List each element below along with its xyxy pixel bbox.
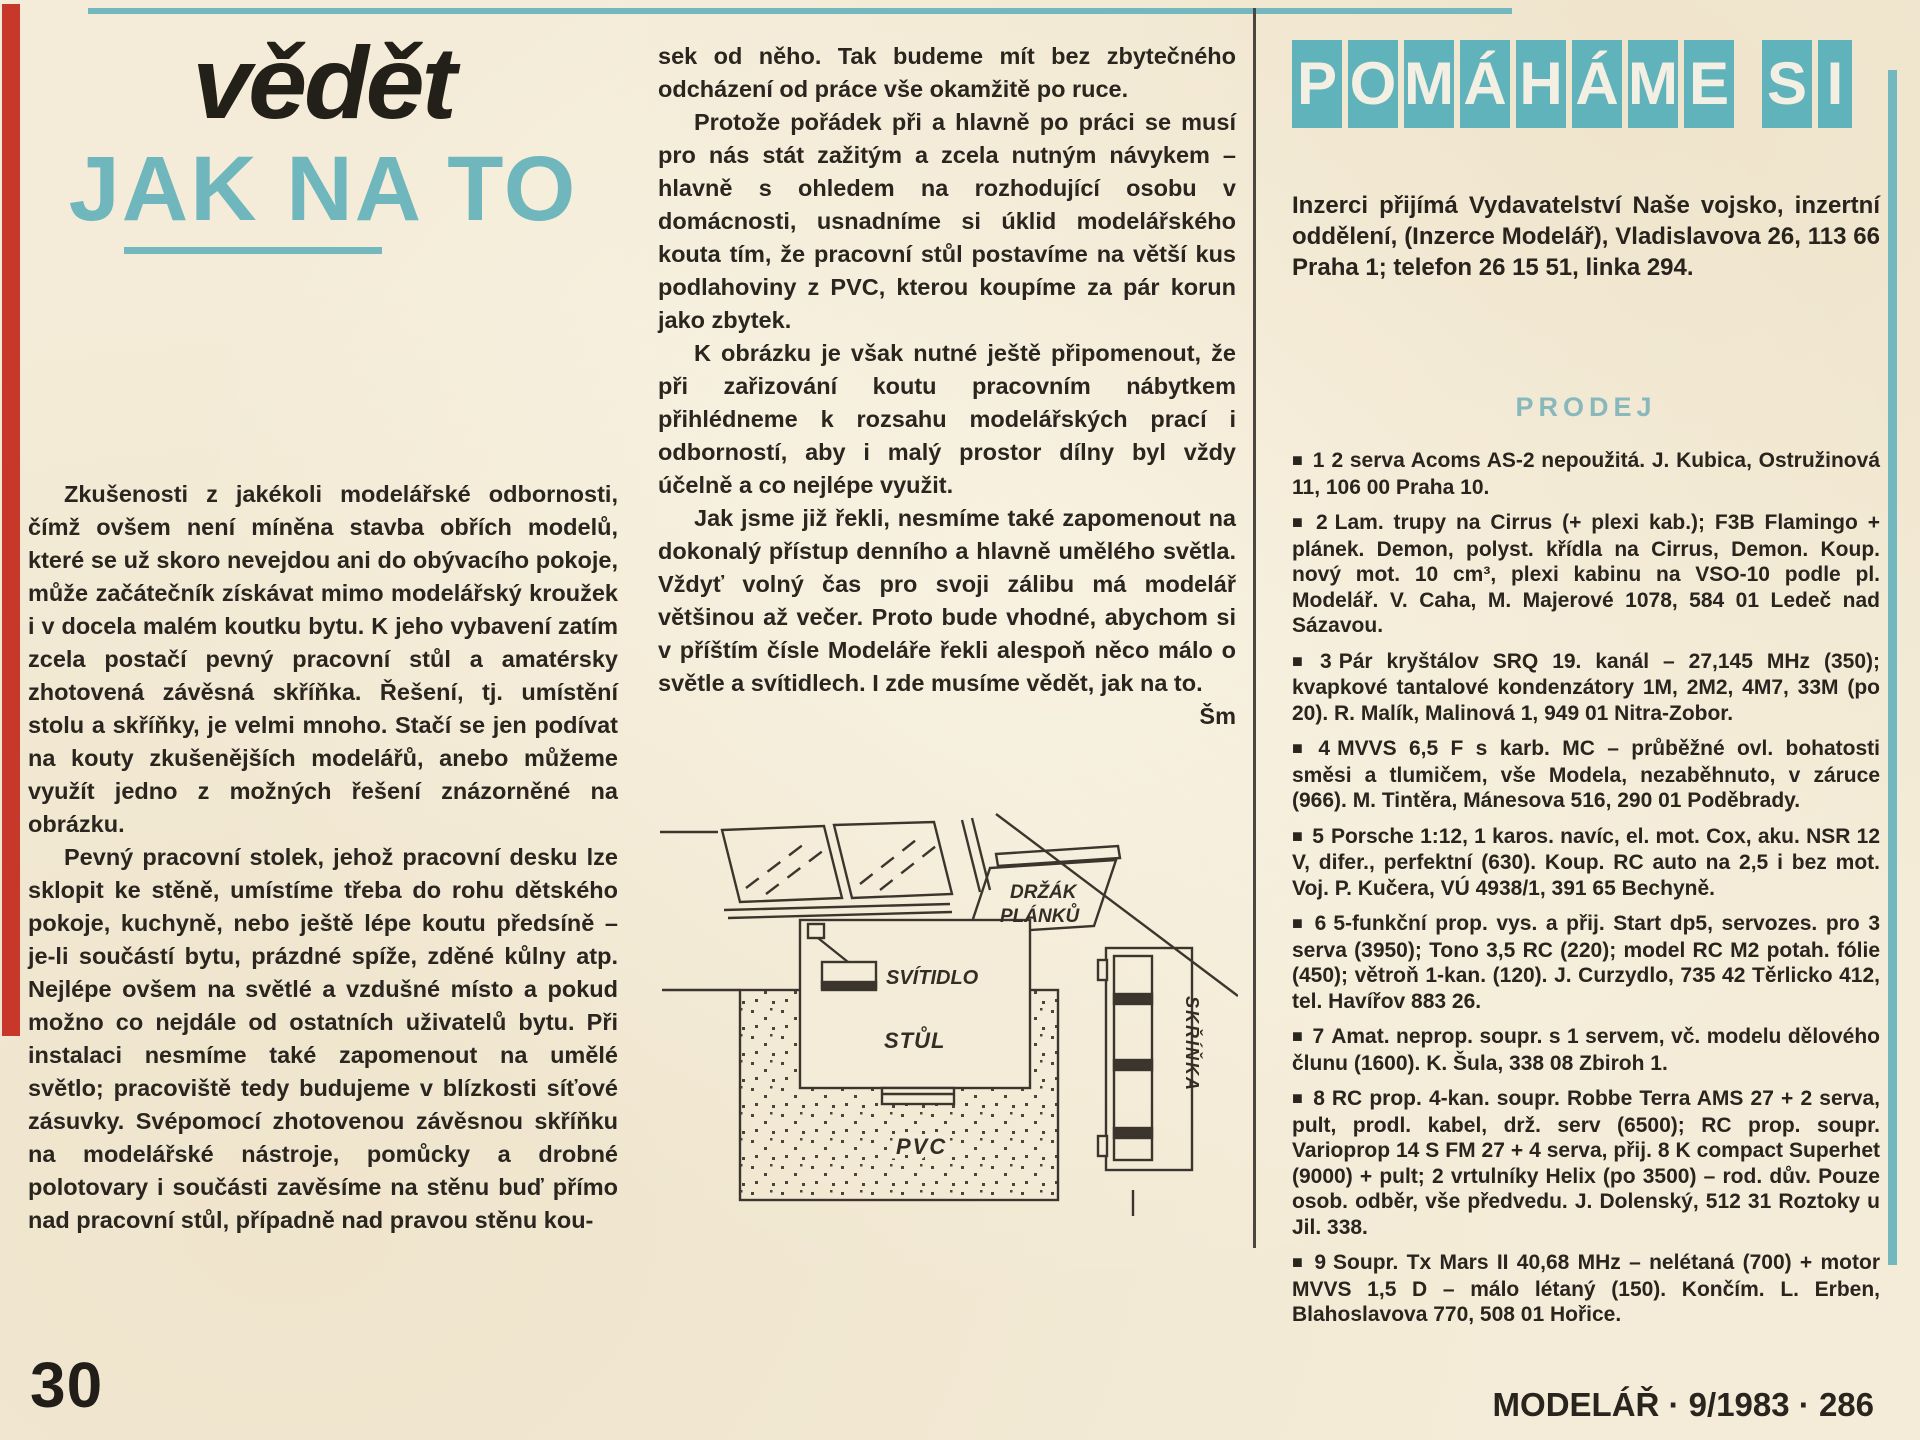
ad-number: 8 (1313, 1087, 1325, 1110)
title-underline (124, 247, 382, 254)
ad-number: 6 (1314, 912, 1327, 935)
classified-ad: ■ 4 MVVS 6,5 F s karb. MC – průběžné ovl. bohatosti směsi a tlumičem, vše Modela, nezaběhnuto, v záruce (966). M. Tintěra, Mánesova 516, 290 01 Poděbrady. (1292, 737, 1880, 812)
wall-cabinet (1098, 948, 1192, 1170)
ad-bullet-icon: ■ (1292, 1026, 1304, 1046)
classified-ad: ■ 7 Amat. neprop. soupr. s 1 servem, vč. modelu dělového člunu (1600). K. Šula, 338 08 Zbiroh 1. (1292, 1025, 1880, 1075)
masthead-letter-tile: Á (1572, 40, 1622, 128)
article-middle-paragraph: Jak jsme již řekli, nesmíme také zapomenout na dokonalý přístup denního a hlavně umělého světla. Vždyť volný čas pro svoji zálibu má modelář většinou až večer. Proto bude vhodné, abychom si v příštím čísle Modeláře řekli alespoň něco málo o světle a svítidlech. I zde musíme vědět, jak na to. Šm (658, 502, 1236, 700)
ad-number: 4 (1318, 737, 1331, 760)
ad-number: 9 (1314, 1251, 1327, 1274)
masthead-letter-tile: S (1762, 40, 1812, 128)
masthead-letter-tile: I (1818, 40, 1852, 128)
diagram-drawing (658, 798, 1238, 1218)
window (722, 822, 952, 918)
article-middle-paragraph: sek od něho. Tak budeme mít bez zbytečného odcházení od práce vše okamžitě po ruce. (658, 43, 1236, 102)
left-margin-red-bar (2, 4, 20, 1036)
masthead-letter-tile: P (1292, 40, 1342, 128)
article-middle-paragraph: Protože pořádek při a hlavně po práci se musí pro nás stát zažitým a zcela nutným návykem – hlavně s ohledem na rozhodující osobu v domácnosti, usnadníme si úklid modelářského kouta tím, že pracovní stůl postavíme na větší kus podlahoviny z PVC, kterou koupíme za pár korun jako zbytek. (658, 109, 1236, 333)
right-rule (1888, 70, 1897, 1265)
work-table (800, 920, 1030, 1088)
masthead-letter-tile: Á (1460, 40, 1510, 128)
ad-number: 3 (1320, 649, 1332, 673)
ad-bullet-icon: ■ (1292, 1252, 1306, 1272)
column-divider (1253, 8, 1256, 1248)
wall-line (962, 820, 980, 892)
page-number: 30 (30, 1349, 104, 1421)
classified-ad: ■ 9 Soupr. Tx Mars II 40,68 MHz – nelétaná (700) + motor MVVS 1,5 D – málo létaný (150). Končím. L. Erben, Blahoslavova 770, 508 01 Hořice. (1292, 1251, 1880, 1326)
classified-ad: ■ 5 Porsche 1:12, 1 karos. navíc, el. mot. Cox, aku. NSR 12 V, difer., perfektní (630). Koup. RC auto na 2,5 i bez mot. Voj. P. Kučera, VÚ 4938/1, 391 65 Bechyně. (1292, 824, 1880, 900)
classifieds-masthead (1292, 40, 1880, 128)
table-drawer (882, 1088, 954, 1104)
masthead-letter-tile: H (1516, 40, 1566, 128)
ad-bullet-icon: ■ (1292, 650, 1312, 671)
label-drzak-line1: DRŽÁK (1010, 882, 1077, 903)
ad-bullet-icon: ■ (1292, 450, 1304, 470)
label-drzak-line2: PLÁNKŮ (1000, 906, 1080, 927)
label-skrinka: SKŘÍŇKA (1182, 996, 1202, 1093)
author-signature: Šm (1199, 703, 1236, 729)
section-label-prodej: PRODEJ (1515, 392, 1657, 422)
ad-bullet-icon: ■ (1292, 825, 1304, 846)
masthead-letter-tile: M (1628, 40, 1678, 128)
article-title-line2: JAK NA TO (68, 138, 578, 241)
classified-ads-list (1292, 448, 1880, 1338)
label-stul: STŮL (884, 1028, 946, 1053)
ad-bullet-icon: ■ (1292, 512, 1307, 532)
label-svitidlo: SVÍTIDLO (886, 967, 979, 989)
article-left-paragraph: Pevný pracovní stolek, jehož pracovní desku lze sklopit ke stěně, umístíme třeba do rohu dětského pokoje, kuchyně, nebo ještě lépe koutu předsíně – je-li součástí bytu, prázdné spíže, zděné kůlny atp. Nejlépe ovšem na světlé a vzdušné místo a pokud možno co nejdále od ostatních uživatelů bytu. Při instalaci nesmíme také zapomenout na umělé světlo; pracoviště tedy budujeme v blízkosti síťové zásuvky. Svépomocí zhotovenou závěsnou skříňku na modelářské nástroje, pomůcky a drobné polotovary i součásti zavěsíme na stěnu buď přímo nad pracovní stůl, případně nad pravou stěnu kou- (28, 844, 618, 1233)
masthead-letter-tile: M (1404, 40, 1454, 128)
classified-ad: ■ 6 5-funkční prop. vys. a přij. Start dp5, servozes. pro 3 serva (3950); Tono 3,5 RC (220); model RC M2 potah. fólie (450); větroň 1-kan. (120). J. Curzydlo, 735 42 Těrlicko 412, tel. Havířov 883 26. (1292, 912, 1880, 1013)
ad-number: 7 (1312, 1025, 1325, 1048)
article-left-paragraph: Zkušenosti z jakékoli modelářské odbornosti, čímž ovšem není míněna stavba obřích modelů, které se už skoro nevejdou ani do obývacího pokoje, může začátečník získávat mimo modelářský kroužek i v docela malém koutku bytu. K jeho vybavení zatím zcela postačí pevný pracovní stůl a amatérsky zhotovená závěsná skříňka. Řešení, tj. umístění stolu a skříňky, je velmi mnoho. Stačí se jen podívat na kouty zkušenějších modelářů, anebo můžeme využít jedno z možných řešení znázorněné na obrázku. (28, 481, 618, 837)
classifieds-column (1292, 40, 1881, 1326)
classifieds-info: Inzerci přijímá Vydavatelství Naše vojsko, inzertní oddělení, (Inzerce Modelář), Vladislavova 26, 113 66 Praha 1; telefon 26 15 51, linka 294. (1292, 192, 1880, 281)
label-pvc: PVC (896, 1134, 948, 1159)
ad-bullet-icon: ■ (1292, 1088, 1305, 1108)
classified-ad: ■ 2 Lam. trupy na Cirrus (+ plexi kab.); F3B Flamingo + plánek. Demon, polyst. křídla na Cirrus, Demon. Koup. nový mot. 10 cm³, plexi kabinu na VSO-10 podle pl. Modelář. V. Caha, M. Majerové 1078, 584 01 Ledeč nad Sázavou. (1292, 511, 1880, 637)
article-header (28, 26, 618, 254)
article-title-line1: vědět (192, 26, 454, 140)
article-middle-column (658, 40, 1236, 733)
ad-number: 5 (1312, 824, 1324, 848)
article-left-column (28, 478, 618, 1237)
ad-bullet-icon: ■ (1292, 738, 1310, 758)
ad-bullet-icon: ■ (1292, 913, 1306, 933)
article-middle-paragraph: K obrázku je však nutné ještě připomenout, že při zařizování koutu pracovním nábytkem přihlédneme k rozsahu modelářských prací i odborností, aby i malý prostor dílny byl vždy účelně a co nejlépe využit. (658, 340, 1236, 498)
issue-line: MODELÁŘ · 9/1983 · 286 (1492, 1386, 1874, 1423)
ad-number: 1 (1312, 449, 1325, 472)
classified-ad: ■ 8 RC prop. 4-kan. soupr. Robbe Terra AMS 27 + 2 serva, pult, prodl. kabel, drž. serv (6500); RC prop. soupr. Varioprop 14 S FM 27 + 4 serva, přij. 8 K compact Superhet (9000) + pult; 2 vrtulníky Helix (po 3500) – rod. dův. Pouze osob. odběr, vše předvedu. J. Dolenský, 512 31 Roztoky u Jil. 338. (1292, 1087, 1880, 1239)
top-rule (88, 8, 1512, 14)
masthead-letter-tile: E (1684, 40, 1734, 128)
workshop-corner-diagram (658, 798, 1238, 1218)
classified-ad: ■ 3 Pár kryštálov SRQ 19. kanál – 27,145 MHz (350); kvapkové tantalové kondenzátory 1M, 2M2, 4M7, 33M (po 20). R. Malík, Malinová 1, 949 01 Nitra-Zobor. (1292, 649, 1881, 725)
masthead-letter-tile: O (1348, 40, 1398, 128)
wall-corner-line (996, 814, 1238, 996)
classified-ad: ■ 1 2 serva Acoms AS-2 nepoužitá. J. Kubica, Ostružinová 11, 106 00 Praha 10. (1292, 449, 1880, 499)
ad-number: 2 (1315, 511, 1328, 534)
